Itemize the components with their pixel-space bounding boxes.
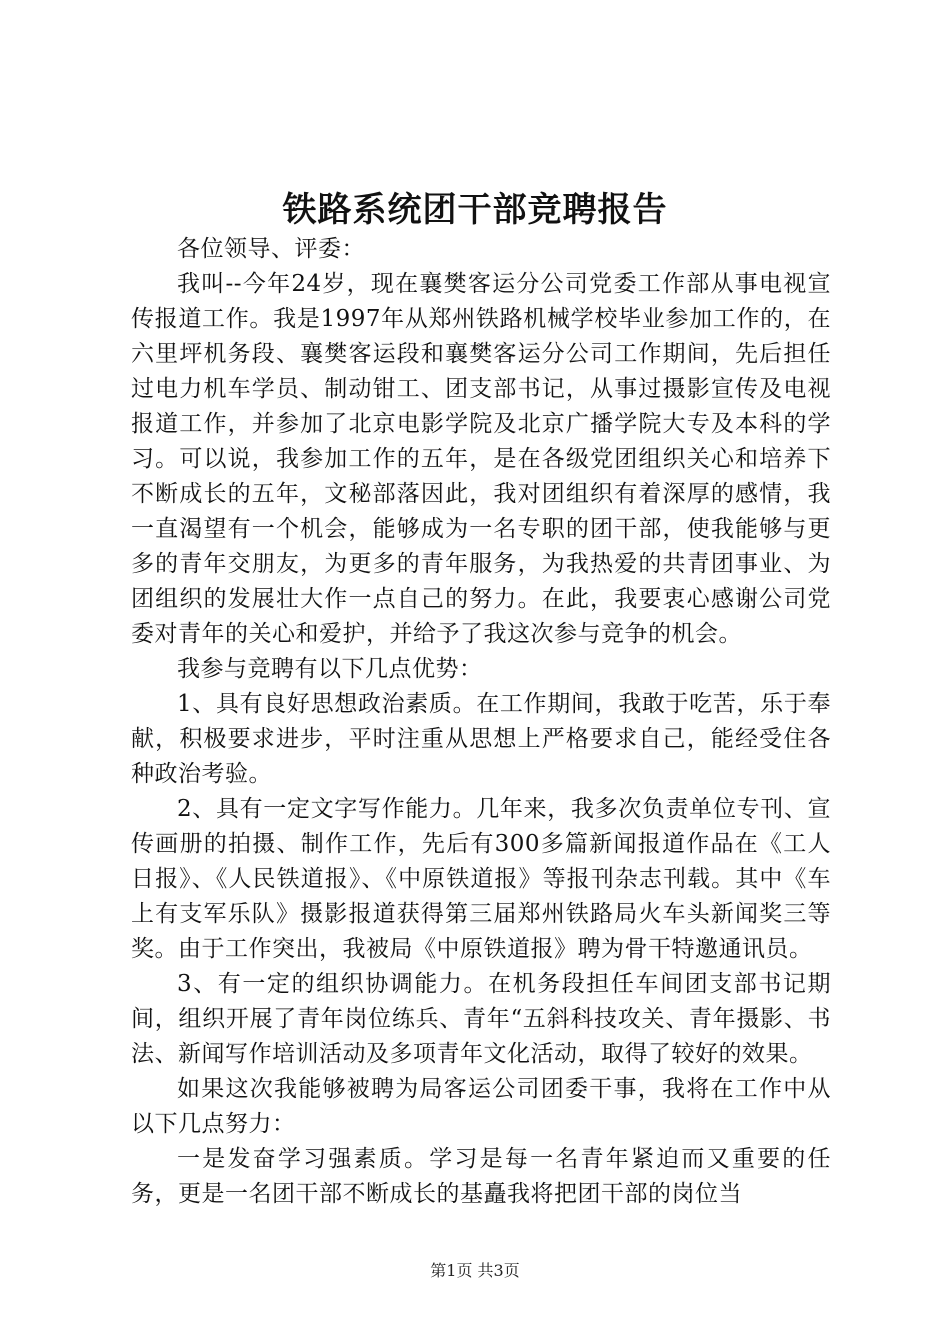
document-title: 铁路系统团干部竞聘报告 [282,190,668,230]
advantage-2-paragraph: 2、具有一定文字写作能力。几年来，我多次负责单位专刊、宣传画册的拍摄、制作工作，先后有300多篇新闻报道作品在《工人日报》、《人民铁道报》、《中原铁道报》等报刊杂志刊载。其中《车上有支军乐队》摄影报道获得第三届郑州铁路局火车头新闻奖三等奖。由于工作突出，我被局《中原铁道报》聘为骨干特邀通讯员。 [131,796,831,962]
page-footer: 第1页 共3页 [430,1261,520,1280]
advantage-3-paragraph: 3、有一定的组织协调能力。在机务段担任车间团支部书记期间，组织开展了青年岗位练兵、青年“五斜科技攻关、青年摄影、书法、新闻写作培训活动及多项青年文化活动，取得了较好的效果。 [131,971,831,1067]
advantage-1-paragraph: 1、具有良好思想政治素质。在工作期间，我敢于吃苦，乐于奉献，积极要求进步，平时注重从思想上严格要求自己，能经受住各种政治考验。 [131,691,831,787]
efforts-heading-paragraph: 如果这次我能够被聘为局客运公司团委干事，我将在工作中从以下几点努力： [131,1076,831,1137]
advantages-heading-paragraph: 我参与竞聘有以下几点优势： [177,656,483,682]
document-body [131,232,831,1212]
intro-paragraph: 我叫--今年24岁，现在襄樊客运分公司党委工作部从事电视宣传报道工作。我是1997年从郑州铁路机械学校毕业参加工作的，在六里坪机务段、襄樊客运段和襄樊客运分公司工作期间，先后担任过电力机车学员、制动钳工、团支部书记，从事过摄影宣传及电视报道工作，并参加了北京电影学院及北京广播学院大专及本科的学习。可以说，我参加工作的五年，是在各级党团组织关心和培养下不断成长的五年，文秘部落因此，我对团组织有着深厚的感情，我一直渴望有一个机会，能够成为一名专职的团干部，使我能够与更多的青年交朋友，为更多的青年服务，为我热爱的共青团事业、为团组织的发展壮大作一点自己的努力。在此，我要衷心感谢公司党委对青年的关心和爱护，并给予了我这次参与竞争的机会。 [131,271,831,647]
effort-1-paragraph: 一是发奋学习强素质。学习是每一名青年紧迫而又重要的任务，更是一名团干部不断成长的基矗我将把团干部的岗位当 [131,1146,831,1207]
salutation-paragraph: 各位领导、评委： [177,236,365,262]
